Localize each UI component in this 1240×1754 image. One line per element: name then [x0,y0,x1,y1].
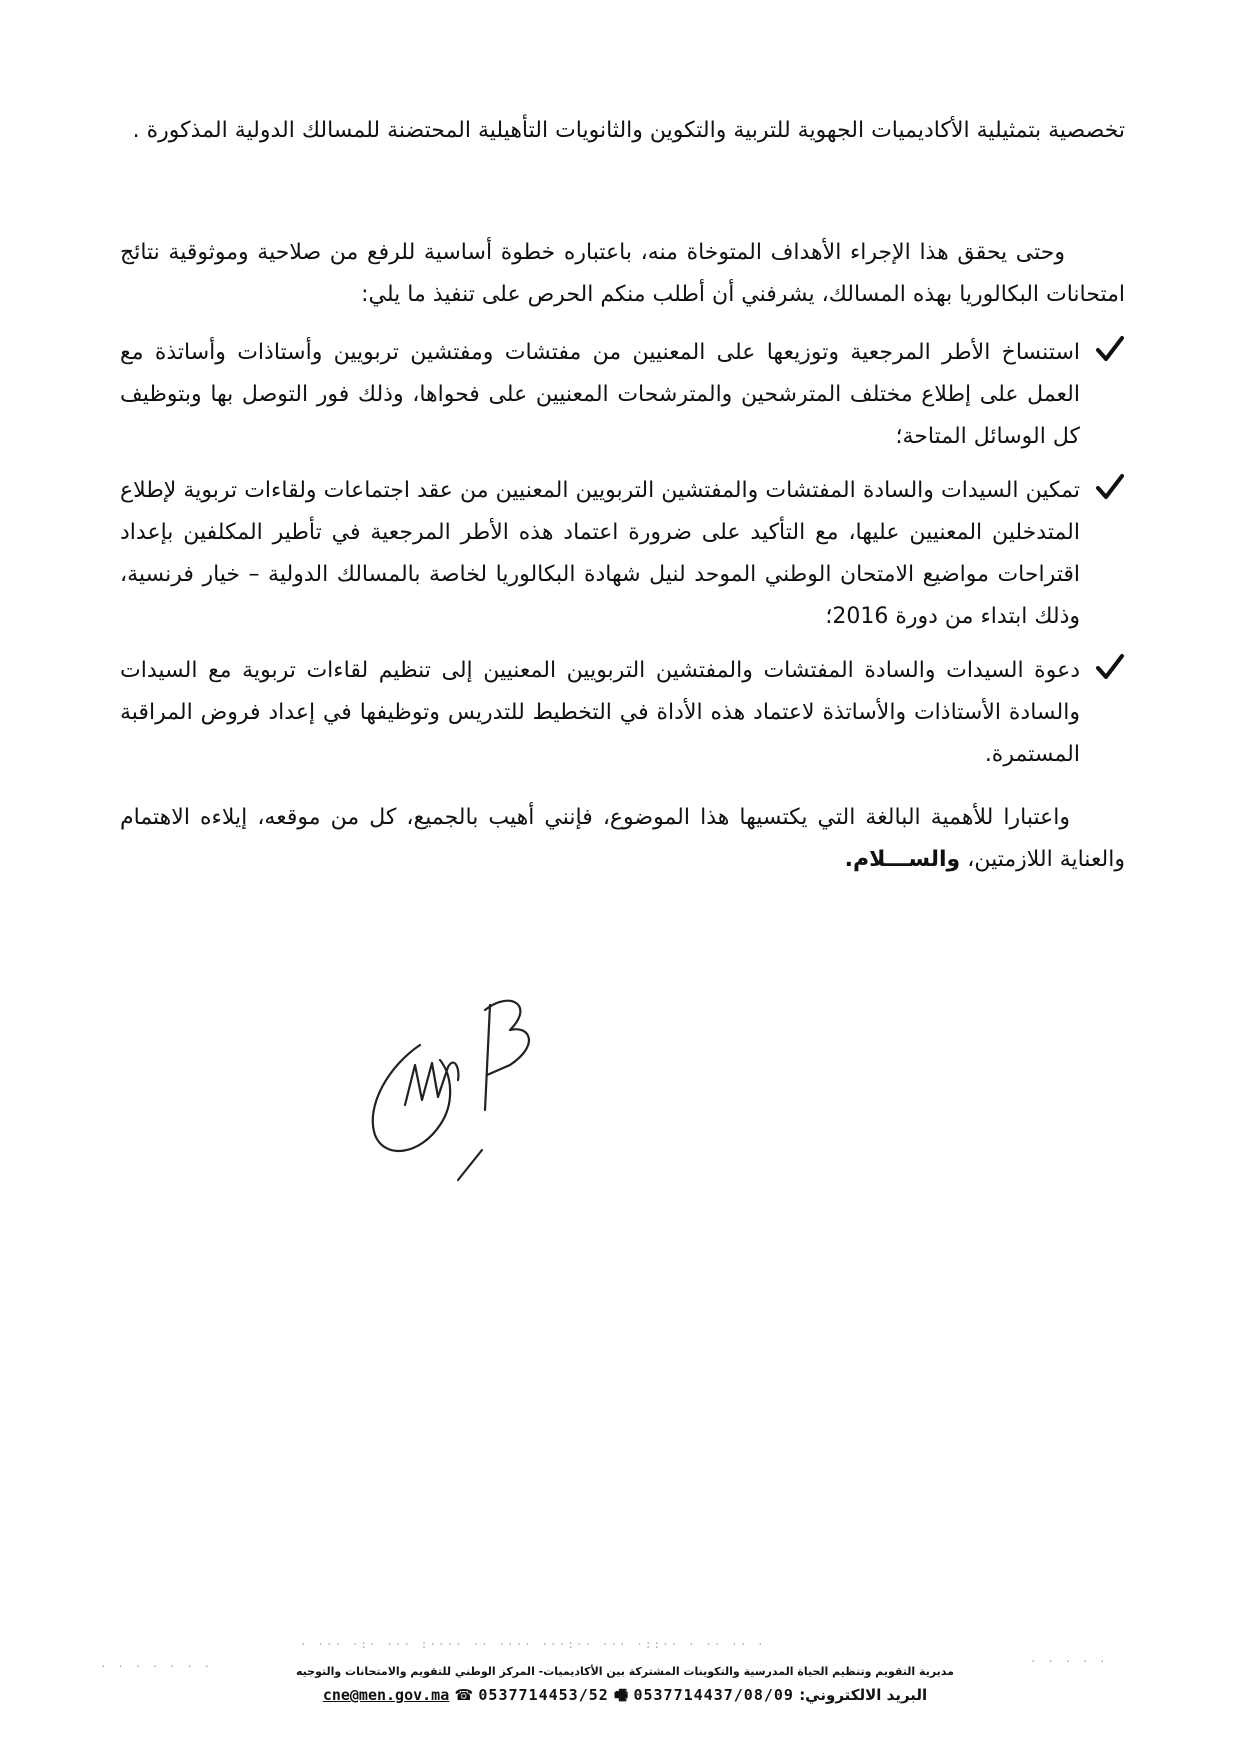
list-item-text: دعوة السيدات والسادة المفتشات والمفتشين التربويين المعنيين إلى تنظيم لقاءات تربوية مع السيدات والسادة الأستاذات والأساتذة لاعتماد هذه الأداة في التخطيط للتدريس وتوظيفها في إعداد فروض المراقبة المستمرة. [120,658,1080,767]
phone-number: 0537714453/52 [478,1686,609,1704]
closing-text: واعتبارا للأهمية البالغة التي يكتسيها هذا الموضوع، فإنني أهيب بالجميع، كل من موقعه، إيلاءه الاهتمام والعناية اللازمتين، [120,805,1125,872]
list-item-text: تمكين السيدات والسادة المفتشات والمفتشين التربويين المعنيين من عقد اجتماعات ولقاءات تربوية لإطلاع المتدخلين المعنيين عليها، مع التأكيد على ضرورة اعتماد هذه الأطر المرجعية في تأطير المكلفين بإعداد اقتراحات مواضيع الامتحان الوطني الموحد لنيل شهادة البكالوريا لخاصة بالمسالك الدولية – خيار فرنسية، وذلك ابتداء من دورة 2016؛ [120,478,1080,629]
scan-noise: · · · · · · · [100,1660,213,1673]
salutation: والســـلام. [844,847,961,872]
fax-number: 0537714437/08/09 [633,1686,794,1704]
fax-icon: 🖷 [614,1686,629,1704]
list-item [120,650,1125,776]
intro-paragraph: تخصصية بتمثيلية الأكاديميات الجهوية للتربية والتكوين والثانويات التأهيلية المحتضنة للمسالك الدولية المذكورة . [132,118,1125,143]
scan-noise: · · · · · [1030,1655,1108,1668]
list-item [120,332,1125,458]
signature-icon [360,985,580,1185]
email-link[interactable]: cne@men.gov.ma [322,1686,450,1704]
checkmark-icon [1095,472,1125,502]
list-item [120,470,1125,638]
list-item-text: استنساخ الأطر المرجعية وتوزيعها على المعنيين من مفتشات ومفتشين تربويين وأستاذات وأساتذة مع العمل على إطلاع مختلف المترشحين والمترشحات المعنيين على فحواها، وذلك فور التوصل بها وبتوظيف كل الوسائل المتاحة؛ [120,340,1080,449]
checkmark-icon [1095,334,1125,364]
scan-noise: · ··· ·:· ··· :···· ·· ···· ···:·· ··· ·::·· · ·· ·· · [300,1638,766,1651]
phone-icon: ☎ [454,1686,474,1704]
closing-paragraph [120,797,1125,881]
request-paragraph: وحتى يحقق هذا الإجراء الأهداف المتوخاة منه، باعتباره خطوة أساسية للرفع من صلاحية وموثوقية نتائج امتحانات البكالوريا بهذه المسالك، يشرفني أن أطلب منكم الحرص على تنفيذ ما يلي: [120,240,1125,307]
email-label: البريد الالكتروني: [799,1686,928,1704]
footer-contact [200,1685,1050,1710]
footer-organization: مديرية التقويم وتنظيم الحياة المدرسية والتكوينات المشتركة بين الأكاديميات- المركز الوطني للتقويم والامتحانات والتوجيه [296,1665,954,1678]
checkmark-icon [1095,652,1125,682]
action-list [120,332,1125,788]
